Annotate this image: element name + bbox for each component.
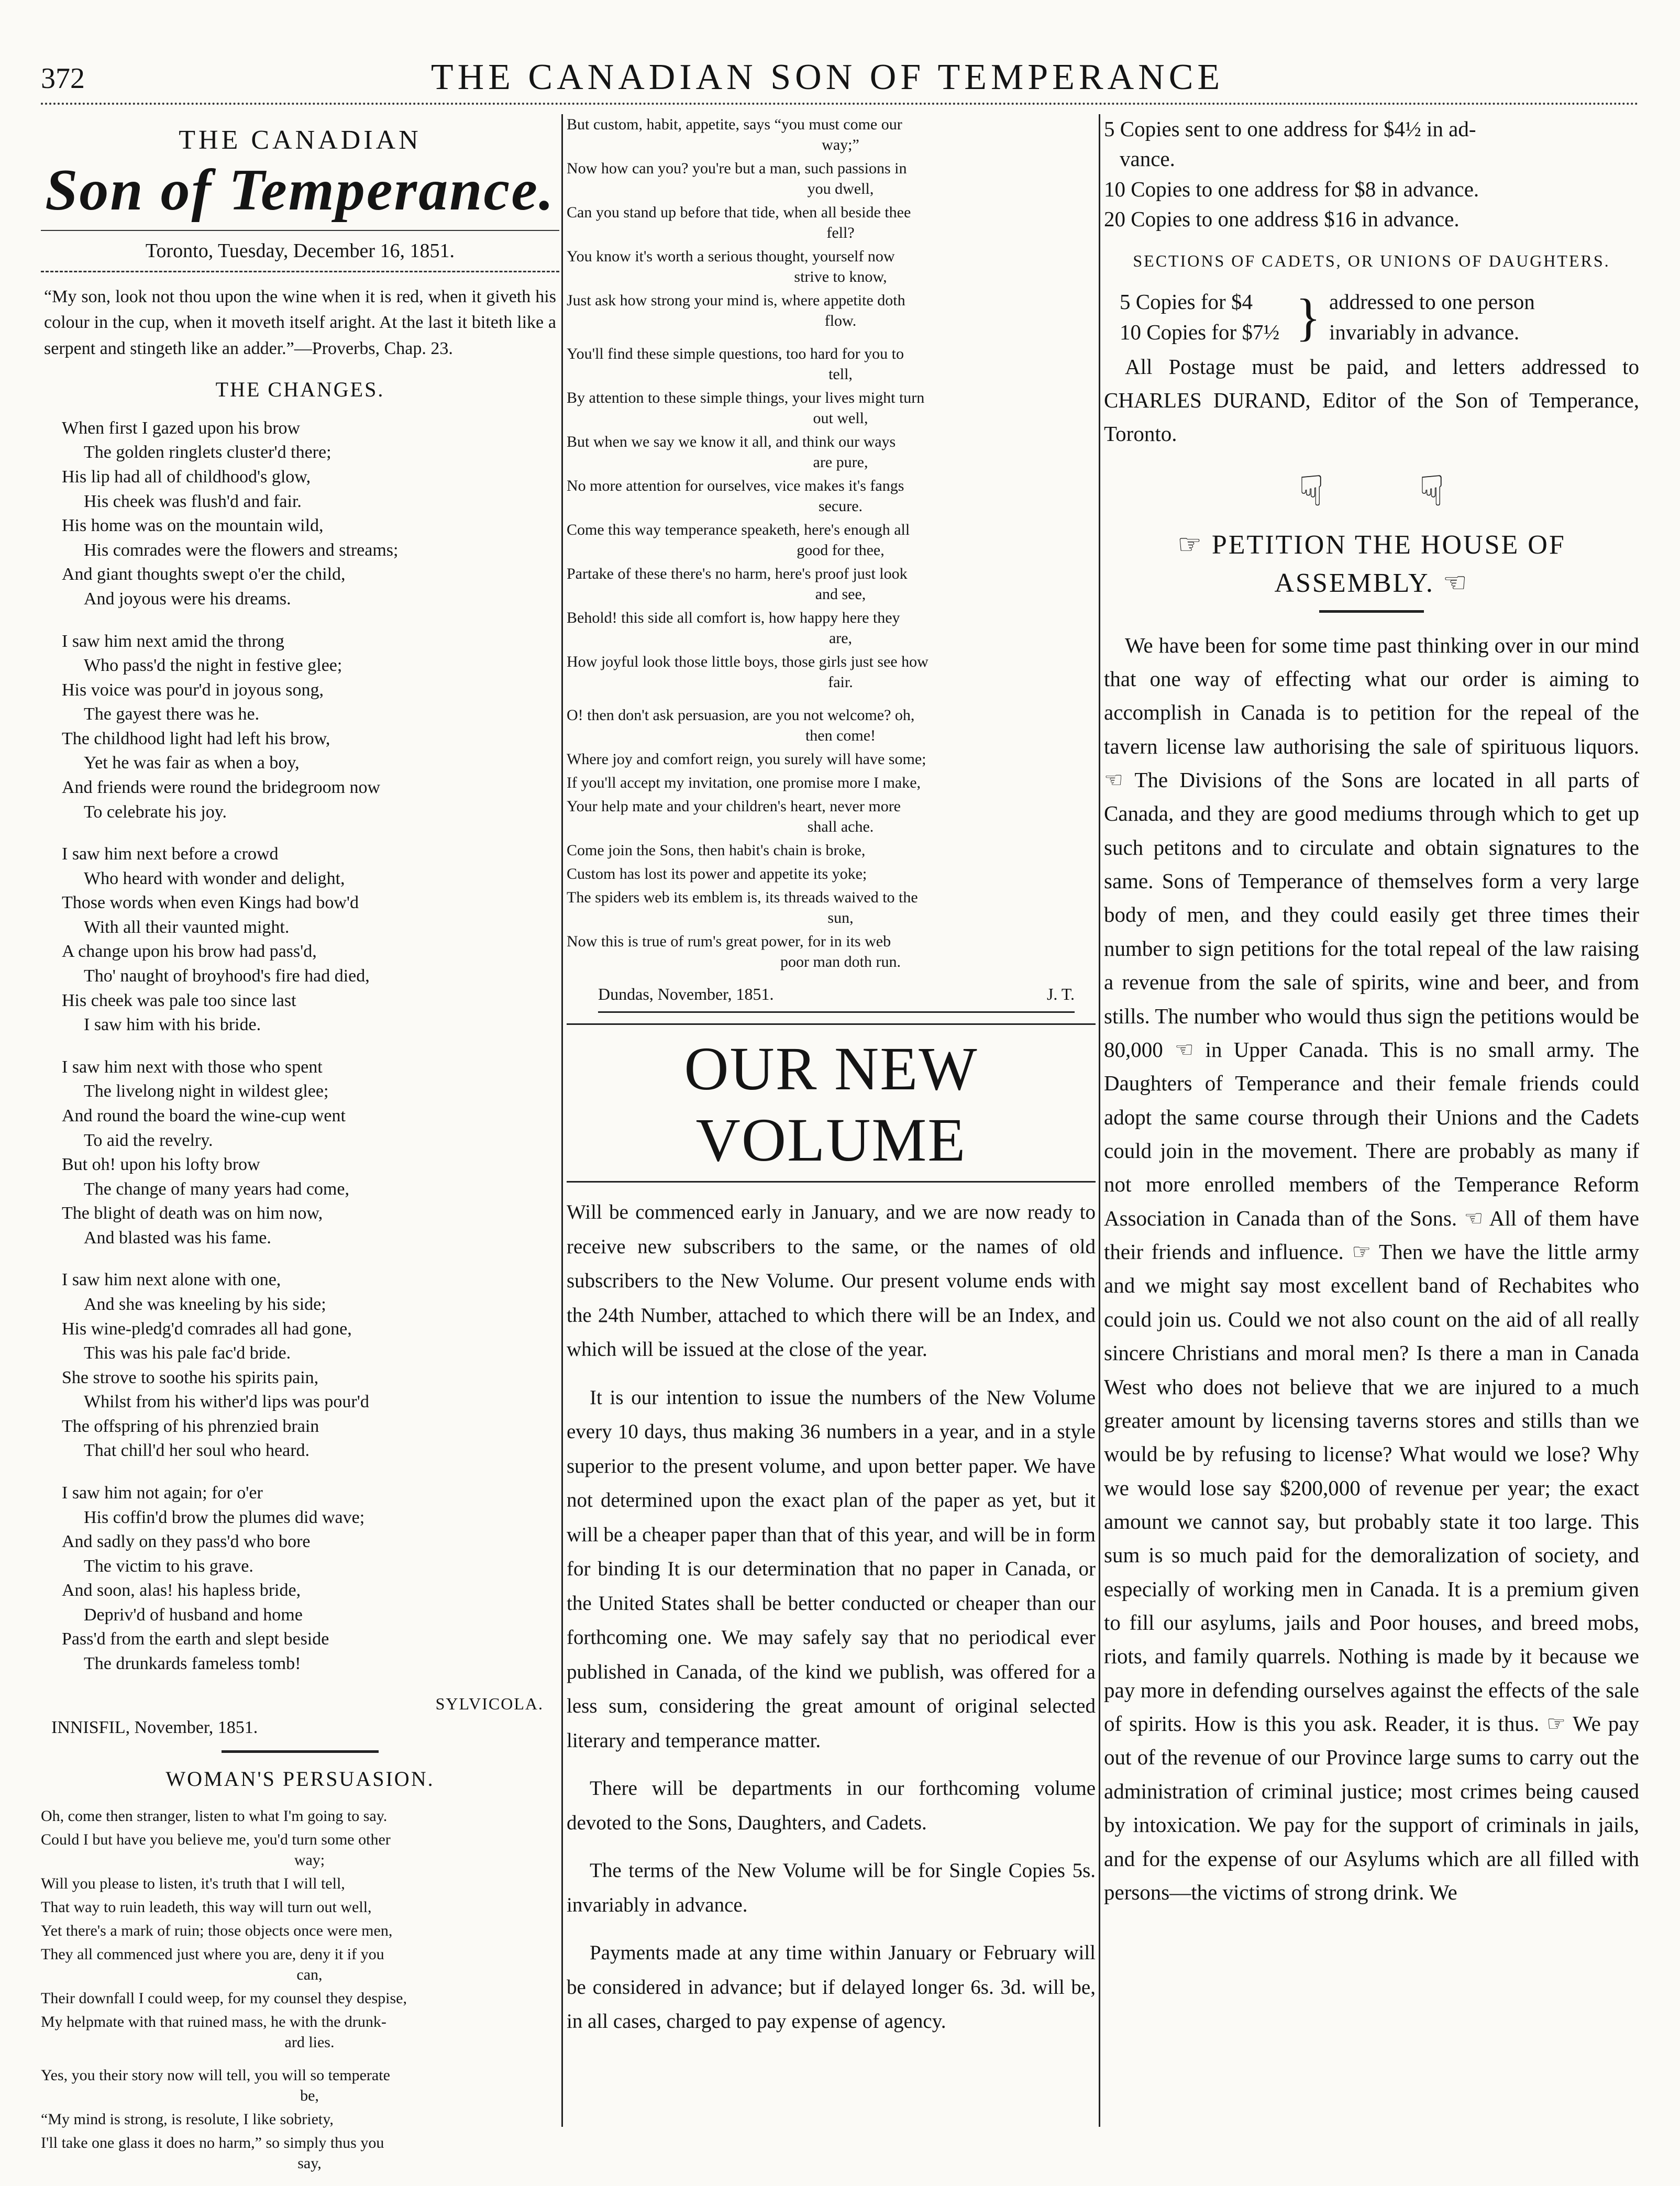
stanza [62,630,559,825]
poem-line: His home was on the mountain wild, [62,516,324,536]
poem-line [567,864,1096,884]
poem-line [41,1944,559,1985]
poem-line-text: Come this way temperance speaketh, here's enough all [567,521,910,538]
article-paragraph: Payments made at any time within January or February will be considered in advance; but if delayed longer 6s. 3d. will be, in all cases, charged to pay expense of agency. [567,1941,1096,2033]
poem-place: INNISFIL, November, 1851. [51,1717,258,1737]
article-paragraph: It is our intention to issue the numbers of the New Volume every 10 days, thus making 36 numbers in a year, and in a style superior to the present volume, and upon better paper. We have not determined upon the exact plan of the paper as yet, but it will be a cheaper paper than that of this year, and will be in form for binding It is our determination that no paper in Canada, or the United States shall be better conducted or cheaper than our forthcoming one. We may safely say that no periodical ever published in Canada, of the kind we publish, was offered for a less sum, considering the great amount of original selected literary and temperance matter. [567,1386,1096,1752]
poem-line: His coffin'd brow the plumes did wave; [84,1507,365,1527]
poem-line-text: Custom has lost its power and appetite its yoke; [567,865,867,882]
poem-line: The gayest there was he. [84,704,260,724]
poem-line [567,796,1096,837]
poem-line: I saw him next before a crowd [62,844,279,864]
poem-line-text: “My mind is strong, is resolute, I like sobriety, [41,2110,334,2128]
poem-title: THE CHANGES. [215,377,385,401]
poem-line-text: Could I but have you believe me, you'd turn some other [41,1830,391,1848]
terms-line: 10 Copies to one address for $8 in advance. [1104,176,1479,201]
poem-line-text: My helpmate with that ruined mass, he with the drunk- [41,2013,386,2030]
poem-changes [62,416,559,1676]
poem-line-continuation: say, [297,2154,322,2172]
poem-line-text: Yes, you their story now will tell, you will so temperate [41,2066,390,2084]
poem-signature: SYLVICOLA. [435,1694,544,1713]
hand-icons [1251,467,1492,516]
poem-line: The change of many years had come, [84,1179,349,1199]
poem-line [567,246,1096,287]
poem-place: Dundas, November, 1851. [598,985,774,1003]
cadets-term-note: addressed to one person [1329,290,1535,314]
article-paragraph: Will be commenced early in January, and we are now ready to receive new subscribers to the same, or the names of old subscribers to the New Volume. Our present volume ends with the 24th Number, attached to which there will be an Index, and which will be issued at the close of the year. [567,1201,1096,1361]
poem-line-continuation: tell, [828,366,853,383]
poem-line [567,840,1096,860]
poem-womans-persuasion-start [41,1806,559,2173]
poem-line: The livelong night in wildest glee; [84,1081,329,1101]
poem-line-continuation: you dwell, [807,180,874,197]
poem-line-text: Just ask how strong your mind is, where appetite doth [567,292,905,309]
poem-line [567,202,1096,243]
poem-line-continuation: shall ache. [807,818,874,835]
poem-line [41,1988,559,2008]
masthead-top: THE CANADIAN [179,125,422,155]
column-3 [1104,114,1639,1919]
poem-line: And friends were round the bridegroom now [62,777,381,797]
postage-notice: All Postage must be paid, and letters addressed to CHARLES DURAND, Editor of the Son of Temperance, Toronto. [1104,355,1639,446]
poem-line: His lip had all of childhood's glow, [62,467,311,487]
poem-line [567,432,1096,472]
poem-line-text: But custom, habit, appetite, says “you must come our [567,116,902,133]
poem-line-continuation: ard lies. [284,2033,335,2051]
article-paragraph: There will be departments in our forthcoming volume devoted to the Sons, Daughters, and Cadets. [567,1777,1096,1834]
poem-line-continuation: and see, [815,586,866,603]
poem-line: The victim to his grave. [84,1556,253,1576]
poem-line: His cheek was flush'd and fair. [84,491,302,511]
poem-line [41,1806,559,1826]
poem-line [567,476,1096,516]
poem-line: When first I gazed upon his brow [62,418,301,438]
cadets-terms [1120,287,1639,347]
pointing-hand-icon: ☟ [1298,469,1324,515]
stanza [41,2065,559,2173]
poem-line-continuation: secure. [818,498,863,515]
masthead-title: Son of Temperance. [45,158,555,223]
poem-line [41,2133,559,2173]
poem-line: The childhood light had left his brow, [62,728,330,748]
poem-line-text: Come join the Sons, then habit's chain is broke, [567,842,866,859]
stanza [567,114,1096,331]
poem-line [567,887,1096,928]
poem-line [567,652,1096,692]
poem-line: And giant thoughts swept o'er the child, [62,565,346,584]
poem-womans-persuasion-continued [567,114,1096,972]
poem-line-continuation: way; [294,1851,325,1869]
poem-line [567,772,1096,793]
poem-line-text: No more attention for ourselves, vice makes it's fangs [567,477,904,494]
poem-line-text: By attention to these simple things, your lives might turn [567,389,925,406]
poem-line: And blasted was his fame. [84,1228,271,1247]
poem-line-continuation: way;” [822,136,859,153]
poem-line: And round the board the wine-cup went [62,1106,346,1125]
poem-line: And joyous were his dreams. [84,589,291,609]
poem-line-continuation: poor man doth run. [780,953,901,970]
brace-symbol: } [1296,288,1321,346]
poem-line [567,388,1096,428]
petition-title: PETITION THE HOUSE OF ASSEMBLY. [1211,530,1566,598]
poem-line-text: Will you please to listen, it's truth that I will tell, [41,1874,345,1892]
poem-line-continuation: sun, [827,909,854,926]
poem-line: To celebrate his joy. [84,802,227,822]
poem-line-text: The spiders web its emblem is, its threads waived to the [567,889,918,906]
poem-line-text: O! then don't ask persuasion, are you not welcome? oh, [567,706,915,724]
poem-line [41,2109,559,2129]
poem-line: I saw him next alone with one, [62,1270,281,1290]
dateline: Toronto, Tuesday, December 16, 1851. [41,230,559,272]
column-divider [561,114,563,2127]
poem-line-continuation: fell? [826,224,855,241]
poem-line [567,564,1096,604]
poem-line [567,608,1096,648]
poem-line [567,344,1096,384]
poem-line [567,158,1096,199]
poem-line-text: I'll take one glass it does no harm,” so simply thus you [41,2134,384,2151]
poem-initials: J. T. [1046,985,1075,1003]
column-1 [41,114,559,2186]
poem-line-text: Their downfall I could weep, for my counsel they despise, [41,1989,407,2007]
poem-title: WOMAN'S PERSUASION. [165,1767,435,1791]
poem-line-text: They all commenced just where you are, deny it if you [41,1945,384,1963]
subscription-terms [1104,114,1639,235]
volume-article [567,1195,1096,2039]
poem-line: Pass'd from the earth and slept beside [62,1629,329,1649]
stanza [62,1055,559,1251]
cadets-term: 10 Copies for $7½ [1120,319,1280,344]
poem-line: The golden ringlets cluster'd there; [84,443,331,462]
stanza [62,1268,559,1463]
poem-line [567,114,1096,155]
header-rule [41,103,1639,105]
poem-line: Depriv'd of husband and home [84,1605,303,1625]
poem-line [41,1829,559,1870]
stanza [567,705,1096,972]
cadets-term-note: invariably in advance. [1329,319,1520,344]
poem-line [41,2012,559,2052]
stanza [567,344,1096,692]
poem-line: I saw him next amid the throng [62,631,284,651]
poem-line: The offspring of his phrenzied brain [62,1416,319,1436]
poem-line-text: Yet there's a mark of ruin; those objects once were men, [41,1922,393,1939]
poem-line: His voice was pour'd in joyous song, [62,680,324,700]
poem-line-text: That way to ruin leadeth, this way will turn out well, [41,1898,372,1916]
poem-line: The drunkards fameless tomb! [84,1654,301,1674]
poem-line: Yet he was fair as when a boy, [84,753,300,773]
poem-line: His cheek was pale too since last [62,990,296,1010]
poem-line: With all their vaunted might. [84,917,290,937]
poem-line: Who heard with wonder and delight, [84,868,345,888]
terms-line: 5 Copies sent to one address for $4½ in ad- [1104,117,1476,141]
poem-line: The blight of death was on him now, [62,1204,323,1223]
poem-line: Who pass'd the night in festive glee; [84,656,342,676]
poem-line: Those words when even Kings had bow'd [62,893,359,913]
poem-line-continuation: good for thee, [797,542,885,559]
poem-line-text: Where joy and comfort reign, you surely will have some; [567,750,926,768]
poem-line-continuation: fair. [828,674,853,691]
page-number: 372 [41,62,85,95]
poem-line-text: Behold! this side all comfort is, how happy here they [567,609,900,626]
petition-body: We have been for some time past thinking over in our mind that one way of effecting what our order is aiming to accomplish in Canada is to petition for the repeal of the tavern license law authorising the sale of spirituous liquors. ☜ The Divisions of the Sons are located in all parts of Canada, and they are good mediums through which to get up such petitons and to circulate and obtain signatures to the same. Sons of Temperance of themselves form a very large body of men, and they could easily get three times their number to sign petitions for the total repeal of the law raising a revenue from the sale of spirits, wine and beer, and from stills. The number who would thus sign the petitions would be 80,000 ☜ in Upper Canada. This is no small army. The Daughters of Temperance and their female friends could adopt the same course through their Unions and the Cadets could join in the movement. There are probably as many if not more enrolled members of the Temperance Reform Association in Canada than of the Sons. ☜ All of them have their friends and influence. ☞ Then we have the little army and we might say most excellent band of Rechabites who could join us. Could we not also count on the aid of all really sincere Christians and moral men? Is there a man in Canada West who does not believe that we are injured to a much greater amount by licensing taverns stores and stills than we would be by refusing to license? What would we lose? Why we would lose say $200,000 of revenue per year; the exact amount we cannot say, but probably state it too large. This sum is so much paid for the demoralization of society, and especially of working men in Canada. It is a premium given to fill our asylums, jails and Poor houses, and breed mobs, riots, and family quarrels. Nothing is made by it because we pay more in defending ourselves against the effects of the sale of spirits. How is this you ask. Reader, it is thus. ☞ We pay out of the revenue of our Province large sums to carry out the administration of criminal justice; most crimes being caused by intoxication. We pay for the support of criminals in jails, and for the expense of our Asylums which are all filled with persons—the victims of strong drink. We [1104,633,1639,1904]
epigraph: “My son, look not thou upon the wine when it is red, when it giveth his colour in the cup, when it moveth itself aright. At the last it biteth like a serpent and stingeth like an adder.”—Proverbs, Chap. 23. [44,287,556,358]
poem-line-continuation: be, [300,2086,319,2104]
poem-line-text: If you'll accept my invitation, one promise more I make, [567,774,921,791]
terms-line: 20 Copies to one address $16 in advance. [1104,207,1460,231]
poem-line: His comrades were the flowers and streams; [84,540,399,560]
poem-line: I saw him with his bride. [84,1015,261,1035]
poem-line: That chill'd her soul who heard. [84,1441,310,1461]
poem-line: But oh! upon his lofty brow [62,1155,260,1175]
volume-heading: OUR NEW VOLUME [567,1023,1096,1183]
poem-line-text: How joyful look those little boys, those girls just see how [567,653,929,670]
poem-line-text: But when we say we know it all, and think our ways [567,433,896,450]
poem-line [41,1920,559,1941]
poem-line-continuation: are pure, [813,454,868,471]
poem-line-continuation: strive to know, [794,268,887,285]
petition-heading [1104,526,1639,603]
poem-line: A change upon his brow had pass'd, [62,942,317,962]
poem-line [41,1897,559,1917]
poem-line-text: Oh, come then stranger, listen to what I'm going to say. [41,1807,388,1825]
poem-line: To aid the revelry. [84,1130,213,1150]
running-title: THE CANADIAN SON OF TEMPERANCE [430,57,1224,97]
poem-line: She strove to soothe his spirits pain, [62,1367,319,1387]
poem-line: His wine-pledg'd comrades all had gone, [62,1319,352,1339]
poem-line: And soon, alas! his hapless bride, [62,1581,301,1600]
poem-line: And sadly on they pass'd who bore [62,1532,311,1552]
poem-line: And she was kneeling by his side; [84,1294,326,1314]
poem-line-text: You know it's worth a serious thought, yourself now [567,248,895,265]
section-rule [222,1750,379,1753]
stanza [62,1481,559,1676]
poem-line [567,520,1096,560]
cadets-heading: SECTIONS OF CADETS, OR UNIONS OF DAUGHTERS. [1133,251,1610,270]
poem-line-continuation: flow. [824,312,857,329]
article-paragraph: The terms of the New Volume will be for Single Copies 5s. invariably in advance. [567,1859,1096,1916]
poem-line [567,749,1096,769]
poem-line-continuation: then come! [805,727,876,744]
poem-line [41,2065,559,2106]
poem-line: I saw him next with those who spent [62,1057,323,1077]
poem-line: Whilst from his wither'd lips was pour'd [84,1392,369,1412]
poem-line [41,1873,559,1894]
pointing-hand-icon: ☟ [1419,469,1445,515]
poem-line-text: Now this is true of rum's great power, for in its web [567,933,891,950]
poem-line [567,290,1096,331]
poem-line: This was his pale fac'd bride. [84,1343,291,1363]
column-2 [567,114,1096,2052]
pointing-hand-icon: ☞ [1177,530,1203,560]
poem-line-text: Can you stand up before that tide, when all beside thee [567,204,911,221]
stanza [41,1806,559,2052]
poem-line-text: You'll find these simple questions, too hard for you to [567,345,904,362]
poem-line-continuation: can, [296,1966,323,1983]
poem-line: Tho' naught of broyhood's fire had died, [84,966,370,986]
poem-line-text: Your help mate and your children's heart, never more [567,798,901,815]
poem-line-continuation: out well, [813,410,868,427]
poem-line-text: Partake of these there's no harm, here's proof just look [567,565,908,582]
terms-line: vance. [1120,147,1175,171]
stanza [62,842,559,1037]
poem-line-text: Now how can you? you're but a man, such passions in [567,160,907,177]
pointing-hand-icon: ☜ [1442,568,1469,598]
poem-line [567,705,1096,746]
cadets-term: 5 Copies for $4 [1120,290,1253,314]
poem-sign-off [598,985,1075,1013]
column-divider [1099,114,1100,2127]
poem-line-continuation: are, [828,630,853,647]
poem-line [567,931,1096,972]
poem-line: I saw him not again; for o'er [62,1483,263,1503]
section-rule [1319,610,1424,613]
stanza [62,416,559,612]
